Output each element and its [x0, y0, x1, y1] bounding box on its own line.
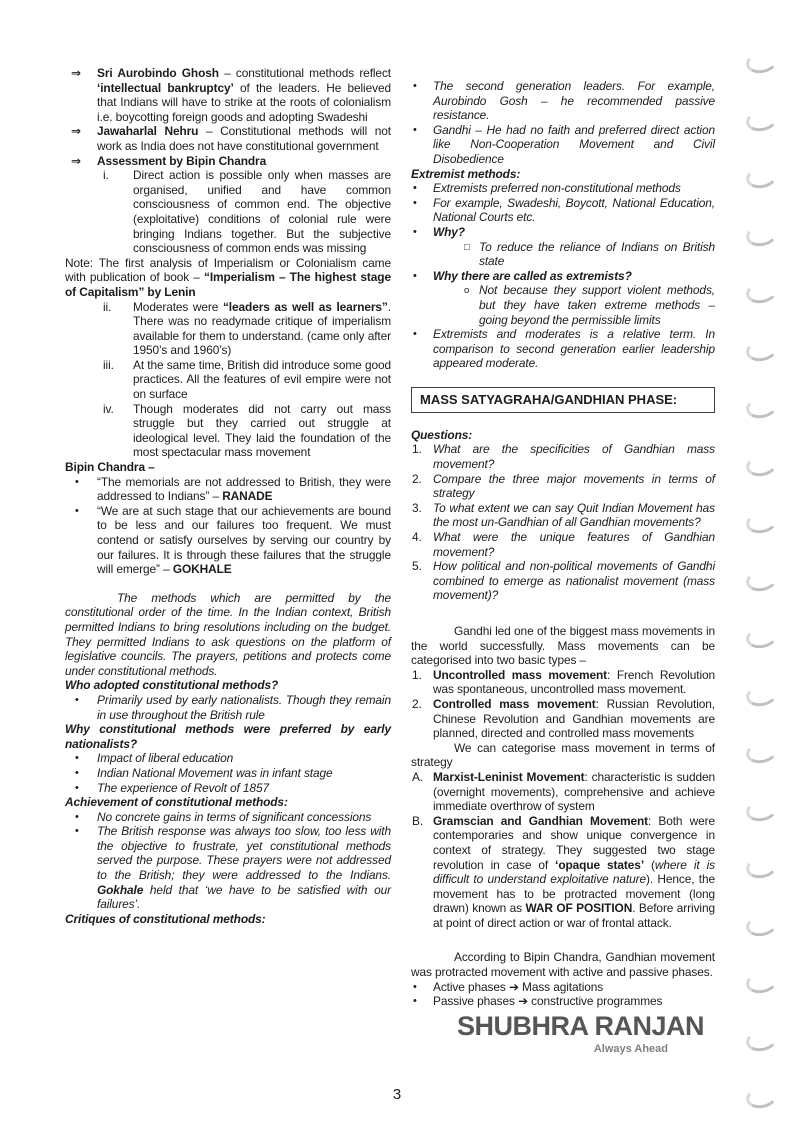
text-run: Bipin Chandra – — [65, 460, 155, 475]
list-item-text — [479, 283, 715, 326]
list-marker: • — [413, 269, 417, 282]
text-run: No concrete gains in terms of significant concessions — [97, 809, 372, 824]
list-item — [65, 358, 391, 402]
list-item — [411, 501, 715, 530]
list-marker: • — [413, 225, 417, 238]
text-run: Gramscian and Gandhian Movement — [433, 813, 648, 828]
text-run: At the same time, British did introduce some good practices. All the features of evil empire were not on surface — [133, 357, 391, 402]
list-item — [411, 668, 715, 697]
text-run: The second generation leaders. For example, Aurobindo Gosh – he recommended passive resistance. — [433, 79, 715, 123]
sub-heading — [65, 795, 391, 810]
text-run: Who adopted constitutional methods? — [65, 678, 279, 693]
page-content — [65, 66, 715, 1009]
binding-ring-icon — [744, 624, 778, 650]
text-run: Extremists preferred non-constitutional methods — [433, 181, 681, 196]
list-item-text — [433, 994, 662, 1008]
brand-logo — [457, 1013, 704, 1055]
paragraph — [65, 256, 391, 300]
binding-ring-icon — [744, 222, 778, 248]
list-item — [411, 196, 715, 225]
binding-ring-icon — [744, 969, 778, 995]
list-marker: • — [75, 766, 79, 779]
text-run: The British response was always too slow, too less with the objective to frustrate, yet constitutional methods served the purpose. These prayers were not addressed to the British; they were addressed to the Indians. — [97, 824, 391, 883]
list-item-text — [433, 79, 715, 122]
text-run: “We are at such stage that our achievements are bound to be less and our failures too frequent. We must contend or satisfy ourselves by serving our country by our failures. It is through these failures that the struggle will emerge” – — [97, 503, 391, 577]
text-run: ‘opaque states’ — [555, 857, 645, 872]
list-marker: B. — [412, 813, 424, 828]
text-run: : Both were contemporaries and show unique convergence in context of strategy. They suggested two stage revolution in case of — [433, 813, 716, 872]
list-item — [411, 814, 715, 931]
binding-ring-icon — [744, 452, 778, 478]
list-item — [411, 225, 715, 240]
list-item — [65, 810, 391, 825]
list-marker: ii. — [103, 299, 112, 314]
list-marker: • — [75, 475, 79, 488]
section-heading-box — [411, 387, 715, 413]
text-run: : French Revolution was spontaneous, uncontrolled mass movement. — [433, 667, 716, 697]
list-item-text — [433, 559, 715, 602]
text-run: ➔ — [518, 994, 528, 1009]
text-run: of the leaders. He believed that Indians will have to strike at the roots of colonialism i.e. boycotting foreign goods and adopting Swadeshi — [97, 80, 391, 124]
binding-ring-icon — [744, 1027, 778, 1053]
list-marker: ⇒ — [71, 66, 81, 80]
list-item-text — [97, 66, 391, 124]
list-item-text — [433, 668, 715, 697]
list-item — [411, 123, 715, 167]
text-run: Questions: — [411, 427, 473, 442]
binding-ring-icon — [744, 682, 778, 708]
list-item-text — [97, 781, 269, 795]
page-number: 3 — [392, 1086, 402, 1103]
list-item-text — [97, 824, 391, 911]
list-item-text — [97, 693, 391, 722]
text-run: held that ‘we have to be satisfied with our failures’. — [97, 882, 391, 912]
binding-ring-icon — [744, 912, 778, 938]
paragraph — [411, 950, 715, 979]
text-run: where it is difficult to understand exploitative nature — [433, 857, 715, 887]
list-item-text — [433, 980, 603, 994]
list-item — [411, 240, 715, 269]
list-item — [411, 472, 715, 501]
text-run: Primarily used by early nationalists. Though they remain in use throughout the British rule — [97, 692, 391, 722]
list-item — [65, 124, 391, 153]
list-item-text — [433, 770, 715, 813]
list-marker: • — [75, 825, 79, 838]
text-run: . Before arriving at point of direct action or war of frontal attack. — [433, 901, 715, 930]
list-marker: • — [413, 123, 417, 136]
binding-ring-icon — [744, 739, 778, 765]
text-run: Sri Aurobindo Ghosh — [97, 66, 219, 80]
text-run: Though moderates did not carry out mass struggle but they carried out struggle at ideological level. They laid the foundation of the most spectacular mass movement — [133, 401, 391, 460]
list-marker: ⇒ — [71, 124, 81, 139]
list-item — [65, 751, 391, 766]
text-run: Gokhale — [97, 882, 144, 897]
list-marker: iv. — [103, 401, 114, 416]
binding-ring-icon — [744, 279, 778, 305]
sub-heading — [65, 678, 391, 693]
binding-ring-icon — [744, 107, 778, 133]
list-item-text — [133, 300, 391, 358]
list-item-text — [97, 751, 233, 765]
text-run: Jawaharlal Nehru — [97, 124, 199, 139]
text-run: We can categorise mass movement in terms of strategy — [411, 740, 715, 770]
text-run: ➔ — [508, 979, 519, 994]
brand-name: SHUBHRA RANJAN — [456, 1011, 704, 1041]
text-run: Controlled mass movement — [433, 696, 596, 711]
binding-ring-icon — [744, 164, 778, 190]
binding-ring-icon — [744, 49, 778, 75]
text-run: “Imperialism – The highest stage of Capitalism” by Lenin — [65, 270, 391, 299]
list-marker: 1. — [412, 667, 422, 682]
list-marker: • — [413, 182, 417, 195]
list-marker: • — [413, 995, 417, 1008]
list-item-text — [97, 124, 391, 153]
list-item — [65, 402, 391, 460]
list-item-text — [133, 358, 391, 401]
text-run: Active phases — [433, 979, 509, 994]
list-item-text — [433, 442, 715, 471]
list-item-text — [433, 501, 715, 530]
list-marker: i. — [103, 168, 109, 183]
text-run: GOKHALE — [172, 562, 232, 577]
list-marker: iii. — [103, 357, 114, 372]
text-run: Assessment by Bipin Chandra — [97, 153, 267, 168]
list-marker: • — [75, 693, 79, 706]
text-run: Uncontrolled mass movement — [433, 667, 608, 682]
list-item — [411, 770, 715, 814]
list-item — [411, 327, 715, 371]
text-run: Compare the three major movements in terms of strategy — [433, 471, 715, 501]
list-item-text — [433, 327, 715, 370]
text-run: To what extent we can say Quit Indian Movement has the most un-Gandhian of all Gandhian movements? — [433, 500, 715, 530]
list-item — [65, 66, 391, 124]
list-item — [411, 559, 715, 603]
list-item-text — [433, 123, 715, 166]
text-run: : Russian Revolution, Chinese Revolution and Gandhian movements are planned, directed and controlled mass movements — [433, 696, 715, 741]
list-item-text — [97, 504, 391, 576]
list-item — [411, 181, 715, 196]
text-run: Passive phases — [433, 994, 519, 1009]
list-marker: □ — [464, 241, 470, 253]
list-marker: o — [464, 285, 470, 297]
list-item-text — [433, 814, 715, 930]
list-marker: • — [413, 980, 417, 993]
text-run: ‘intellectual bankruptcy’ — [97, 80, 234, 95]
binding-ring-icon — [744, 394, 778, 420]
list-item-text — [433, 181, 681, 195]
text-run: : characteristic is sudden (overnight movements), comprehensive and achieve immediate overthrow of system — [433, 769, 715, 814]
text-run: The methods which are permitted by the constitutional order of the time. In the Indian context, British permitted Indians to bring resolutions including on the budget. They permitted Indians to ask questions on the platform of legislative councils. The prayers, petitions and protects come under constitutional methods. — [65, 590, 391, 678]
list-marker: 4. — [412, 530, 422, 545]
list-item — [65, 300, 391, 358]
list-item-text — [133, 168, 391, 255]
text-run: To reduce the reliance of Indians on British state — [479, 239, 715, 269]
list-marker: 3. — [412, 500, 422, 515]
list-item — [65, 154, 391, 169]
sub-heading — [65, 460, 391, 475]
text-run: Extremist methods: — [411, 166, 521, 181]
list-marker: 5. — [412, 559, 422, 574]
list-marker: • — [413, 80, 417, 92]
list-item — [411, 283, 715, 327]
list-item-text — [433, 269, 632, 283]
list-item — [411, 994, 715, 1009]
list-item-text — [97, 810, 371, 824]
text-run: MASS SATYAGRAHA/GANDHIAN PHASE: — [420, 391, 678, 407]
list-item-text — [433, 697, 715, 740]
list-item — [411, 697, 715, 741]
text-run: Extremists and moderates is a relative term. In comparison to second generation earlier leadership appeared moderate. — [433, 327, 715, 371]
text-run: Why constitutional methods were preferred by early nationalists? — [65, 722, 391, 751]
list-item-text — [97, 766, 333, 780]
list-item — [65, 504, 391, 577]
text-run: What are the specificities of Gandhian mass movement? — [433, 442, 715, 472]
list-marker: • — [75, 810, 79, 823]
sub-heading — [65, 722, 391, 751]
list-item-text — [433, 472, 715, 501]
text-run: Critiques of constitutional methods: — [65, 911, 266, 926]
list-marker: • — [413, 196, 417, 209]
list-item — [411, 79, 715, 123]
text-run: Direct action is possible only when masses are organised, unified and have common consciousness of common end. The objective (exploitative) conditions of colonial rule were bringing Indians together. But the subjective consciousness of common ends was missing — [133, 168, 391, 256]
text-run: Note: The first analysis of Imperialism or Colonialism came with publication of book – — [65, 255, 391, 285]
list-item-text — [133, 402, 391, 460]
text-run: Not because they support violent methods, but they have taken extreme methods – going beyond the permissible limits — [479, 283, 715, 327]
text-run: ( — [644, 857, 655, 872]
text-run: “leaders as well as learners” — [222, 299, 388, 314]
text-run: ). Hence, the movement has to be protracted movement (long drawn) known as — [433, 872, 715, 916]
text-run: Why? — [433, 224, 465, 239]
list-item-text — [433, 530, 715, 559]
text-run: RANADE — [222, 489, 273, 504]
text-run: “The memorials are not addressed to British, they were addressed to Indians” – — [97, 474, 391, 504]
list-item — [65, 781, 391, 796]
binding-ring-icon — [744, 509, 778, 535]
list-item — [65, 824, 391, 912]
text-run: – Constitutional methods will not work as India does not have constitutional government — [97, 124, 391, 153]
list-marker: 2. — [412, 696, 422, 711]
paragraph — [65, 591, 391, 679]
list-item — [65, 693, 391, 722]
list-item-text — [433, 225, 465, 239]
text-run: constructive programmes — [527, 994, 663, 1009]
list-marker: ⇒ — [71, 153, 81, 168]
text-run: – constitutional methods reflect — [218, 66, 391, 80]
list-marker: A. — [412, 769, 424, 784]
text-run: For example, Swadeshi, Boycott, National Education, National Courts etc. — [433, 195, 715, 225]
text-run: The experience of Revolt of 1857 — [97, 780, 269, 795]
list-marker: 1. — [412, 442, 422, 457]
sub-heading — [65, 912, 391, 927]
list-marker: • — [75, 504, 79, 517]
text-run: Marxist-Leninist Movement — [433, 769, 585, 784]
text-run: . There was no readymade critique of imperialism available for them to understand. (came only after 1950’s and 1960’s) — [133, 299, 391, 358]
list-item — [411, 530, 715, 559]
list-marker: 2. — [412, 471, 422, 486]
text-run: Impact of liberal education — [97, 751, 234, 766]
text-run: Moderates were — [133, 299, 223, 314]
right-column — [411, 66, 715, 1009]
list-item — [65, 475, 391, 504]
paragraph — [411, 624, 715, 668]
text-run: WAR OF POSITION — [525, 901, 633, 916]
brand-tagline: Always Ahead — [593, 1043, 668, 1055]
sub-heading — [411, 428, 715, 443]
text-run: Gandhi led one of the biggest mass movements in the world successfully. Mass movements can be categorised into two basic types – — [411, 624, 715, 668]
text-run: How political and non-political movements of Gandhi combined to emerge as nationalist movement (mass movement)? — [433, 559, 715, 603]
text-run: Indian National Movement was in infant stage — [97, 765, 333, 780]
binding-ring-icon — [744, 797, 778, 823]
text-run: Achievement of constitutional methods: — [65, 795, 288, 810]
spiral-binding — [734, 0, 794, 1122]
paragraph — [411, 741, 715, 770]
list-item — [65, 168, 391, 256]
list-item-text — [479, 240, 715, 269]
list-item-text — [97, 475, 391, 504]
list-item — [411, 442, 715, 471]
list-item — [411, 980, 715, 995]
text-run: Gandhi – He had no faith and preferred direct action like Non-Cooperation Movement and Civil Disobedience — [433, 122, 715, 166]
list-marker: • — [75, 781, 79, 794]
list-item-text — [97, 154, 266, 168]
text-run: Mass agitations — [518, 979, 604, 994]
binding-ring-icon — [744, 567, 778, 593]
binding-ring-icon — [744, 337, 778, 363]
binding-ring-icon — [744, 854, 778, 880]
left-column — [65, 66, 391, 1009]
list-marker: • — [75, 752, 79, 765]
list-marker: • — [413, 328, 417, 341]
list-item-text — [433, 196, 715, 225]
list-item — [65, 766, 391, 781]
text-run: What were the unique features of Gandhian movement? — [433, 530, 715, 559]
text-run: According to Bipin Chandra, Gandhian movement was protracted movement with active and passive phases. — [411, 950, 715, 980]
list-item — [411, 269, 715, 284]
sub-heading — [411, 167, 715, 182]
text-run: Why there are called as extremists? — [433, 268, 632, 283]
